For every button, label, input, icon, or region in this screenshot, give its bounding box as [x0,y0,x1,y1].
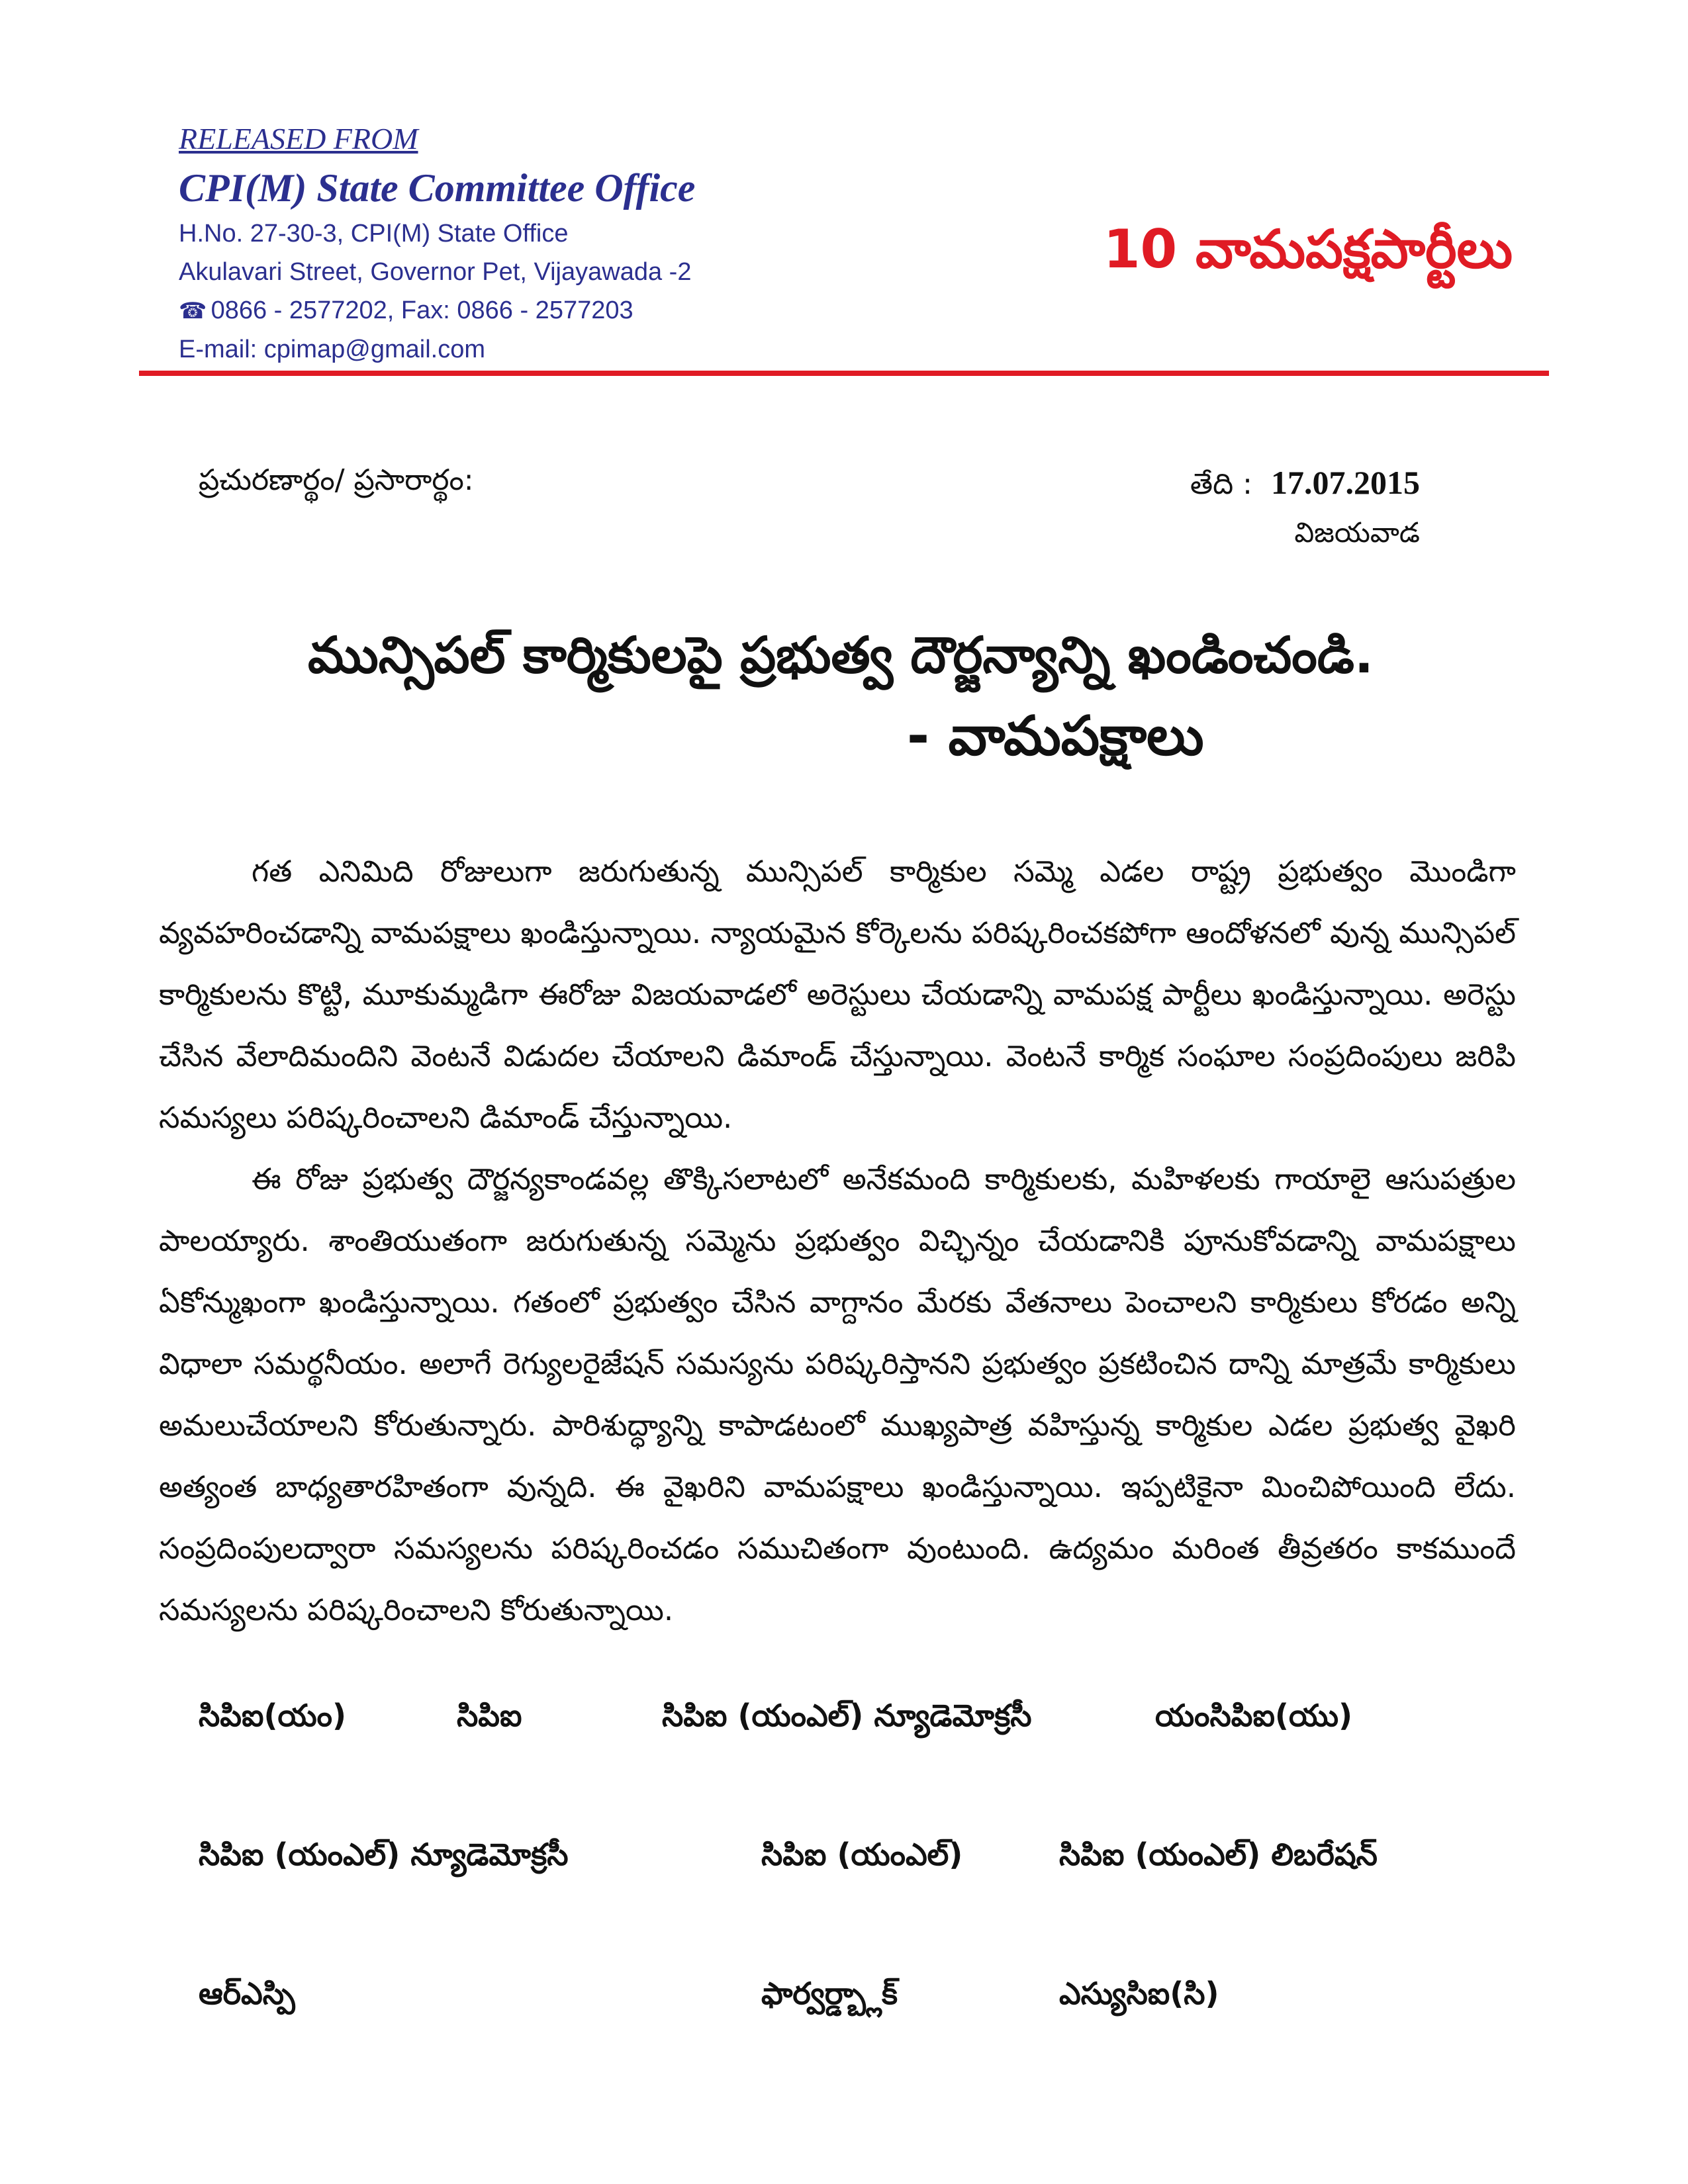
date-label: తేది : [1190,467,1252,501]
address-line-1: H.No. 27-30-3, CPI(M) State Office [179,220,569,248]
date-line [1190,463,1420,508]
body-paragraph-2: ఈ రోజు ప్రభుత్వ దౌర్జన్యకాండవల్ల తొక్కిసలాటలో అనేకమంది కార్మికులకు, మహిళలకు గాయాలై ఆసుపత్రుల పాలయ్యారు. శాంతియుతంగా జరుగుతున్న సమ్మెను ప్రభుత్వం విచ్ఛిన్నం చేయడానికి పూనుకోవడాన్ని వామపక్షాలు ఏకోన్ముఖంగా ఖండిస్తున్నాయి. గతంలో ప్రభుత్వం చేసిన వాగ్దానం మేరకు వేతనాలు పెంచాలని కార్మికులు కోరడం అన్ని విధాలా సమర్థనీయం. అలాగే రెగ్యులరైజేషన్ సమస్యను పరిష్కరిస్తానని ప్రభుత్వం ప్రకటించిన దాన్ని మాత్రమే కార్మికులు అమలుచేయాలని కోరుతున్నారు. పారిశుద్ధ్యాన్ని కాపాడటంలో ముఖ్యపాత్ర వహిస్తున్న కార్మికుల ఎడల ప్రభుత్వ వైఖరి అత్యంత బాధ్యతారహితంగా వున్నది. ఈ వైఖరిని వామపక్షాలు ఖండిస్తున్నాయి. ఇప్పటికైనా మించిపోయింది లేదు. సంప్రదింపులద్వారా సమస్యలను పరిష్కరించడం సముచితంగా వుంటుంది. ఉద్యమం మరింత తీవ్రతరం కాకముందే సమస్యలను పరిష్కరించాలని కోరుతున్నాయి. [159,1161,1516,1627]
address-line-2: Akulavari Street, Governor Pet, Vijayawada -2 [179,258,692,286]
letterhead [179,119,973,369]
signatory: సిపిఐ (యంఎల్) [761,1837,963,1872]
signatories-row-2 [0,1837,1688,1883]
released-from-label: RELEASED FROM [179,122,418,156]
signatory: సిపిఐ (యంఎల్) లిబరేషన్ [1059,1837,1378,1872]
signatory: సిపిఐ (యంఎల్) న్యూడెమోక్రసీ [662,1698,1032,1733]
email-line: E-mail: cpimap@gmail.com [179,336,486,363]
header-divider [139,371,1549,376]
phone-icon: ☎ [179,298,207,324]
release-label: ప్రచురణార్థం/ ప్రసారార్థం: [199,463,474,497]
signatory: సిపిఐ(యం) [199,1698,346,1733]
press-release-body [159,841,1516,1641]
office-name: CPI(M) State Committee Office [179,166,696,210]
place-name: విజయవాడ [1294,516,1420,549]
press-release-byline: - వామపక్షాలు [907,705,1204,768]
signatory: ఎస్యుసిఐ(సి) [1059,1976,1219,2011]
date-value: 17.07.2015 [1271,464,1420,501]
phone-fax-text: 0866 - 2577202, Fax: 0866 - 2577203 [211,296,633,324]
signatory: యంసిపిఐ(యు) [1155,1698,1353,1733]
signatories-row-3 [0,1976,1688,2022]
phone-fax-line [179,291,973,330]
press-release-title: మున్సిపల్ కార్మికులపై ప్రభుత్వ దౌర్జన్యాన్ని ఖండించండి. [308,625,1374,684]
signatory: ఫార్వర్డ్బ్లాక్ [761,1976,898,2011]
signatory: ఆర్ఎస్పి [199,1976,295,2011]
parties-title: 10 వామపక్షపార్టీలు [1103,218,1513,280]
signatory: సిపిఐ [457,1698,522,1733]
body-paragraph-1: గత ఎనిమిది రోజులుగా జరుగుతున్న మున్సిపల్ కార్మికుల సమ్మె ఎడల రాష్ట్ర ప్రభుత్వం మొండిగా వ్యవహరించడాన్ని వామపక్షాలు ఖండిస్తున్నాయి. న్యాయమైన కోర్కెలను పరిష్కరించకపోగా ఆందోళనలో వున్న మున్సిపల్ కార్మికులను కొట్టి, మూకుమ్మడిగా ఈరోజు విజయవాడలో అరెస్టులు చేయడాన్ని వామపక్ష పార్టీలు ఖండిస్తున్నాయి. అరెస్టు చేసిన వేలాదిమందిని వెంటనే విడుదల చేయాలని డిమాండ్ చేస్తున్నాయి. వెంటనే కార్మిక సంఘాల సంప్రదింపులు జరిపి సమస్యలు పరిష్కరించాలని డిమాండ్ చేస్తున్నాయి. [159,854,1516,1135]
signatories-row-1 [0,1698,1688,1744]
signatory: సిపిఐ (యంఎల్) న్యూడెమోక్రసీ [199,1837,569,1872]
